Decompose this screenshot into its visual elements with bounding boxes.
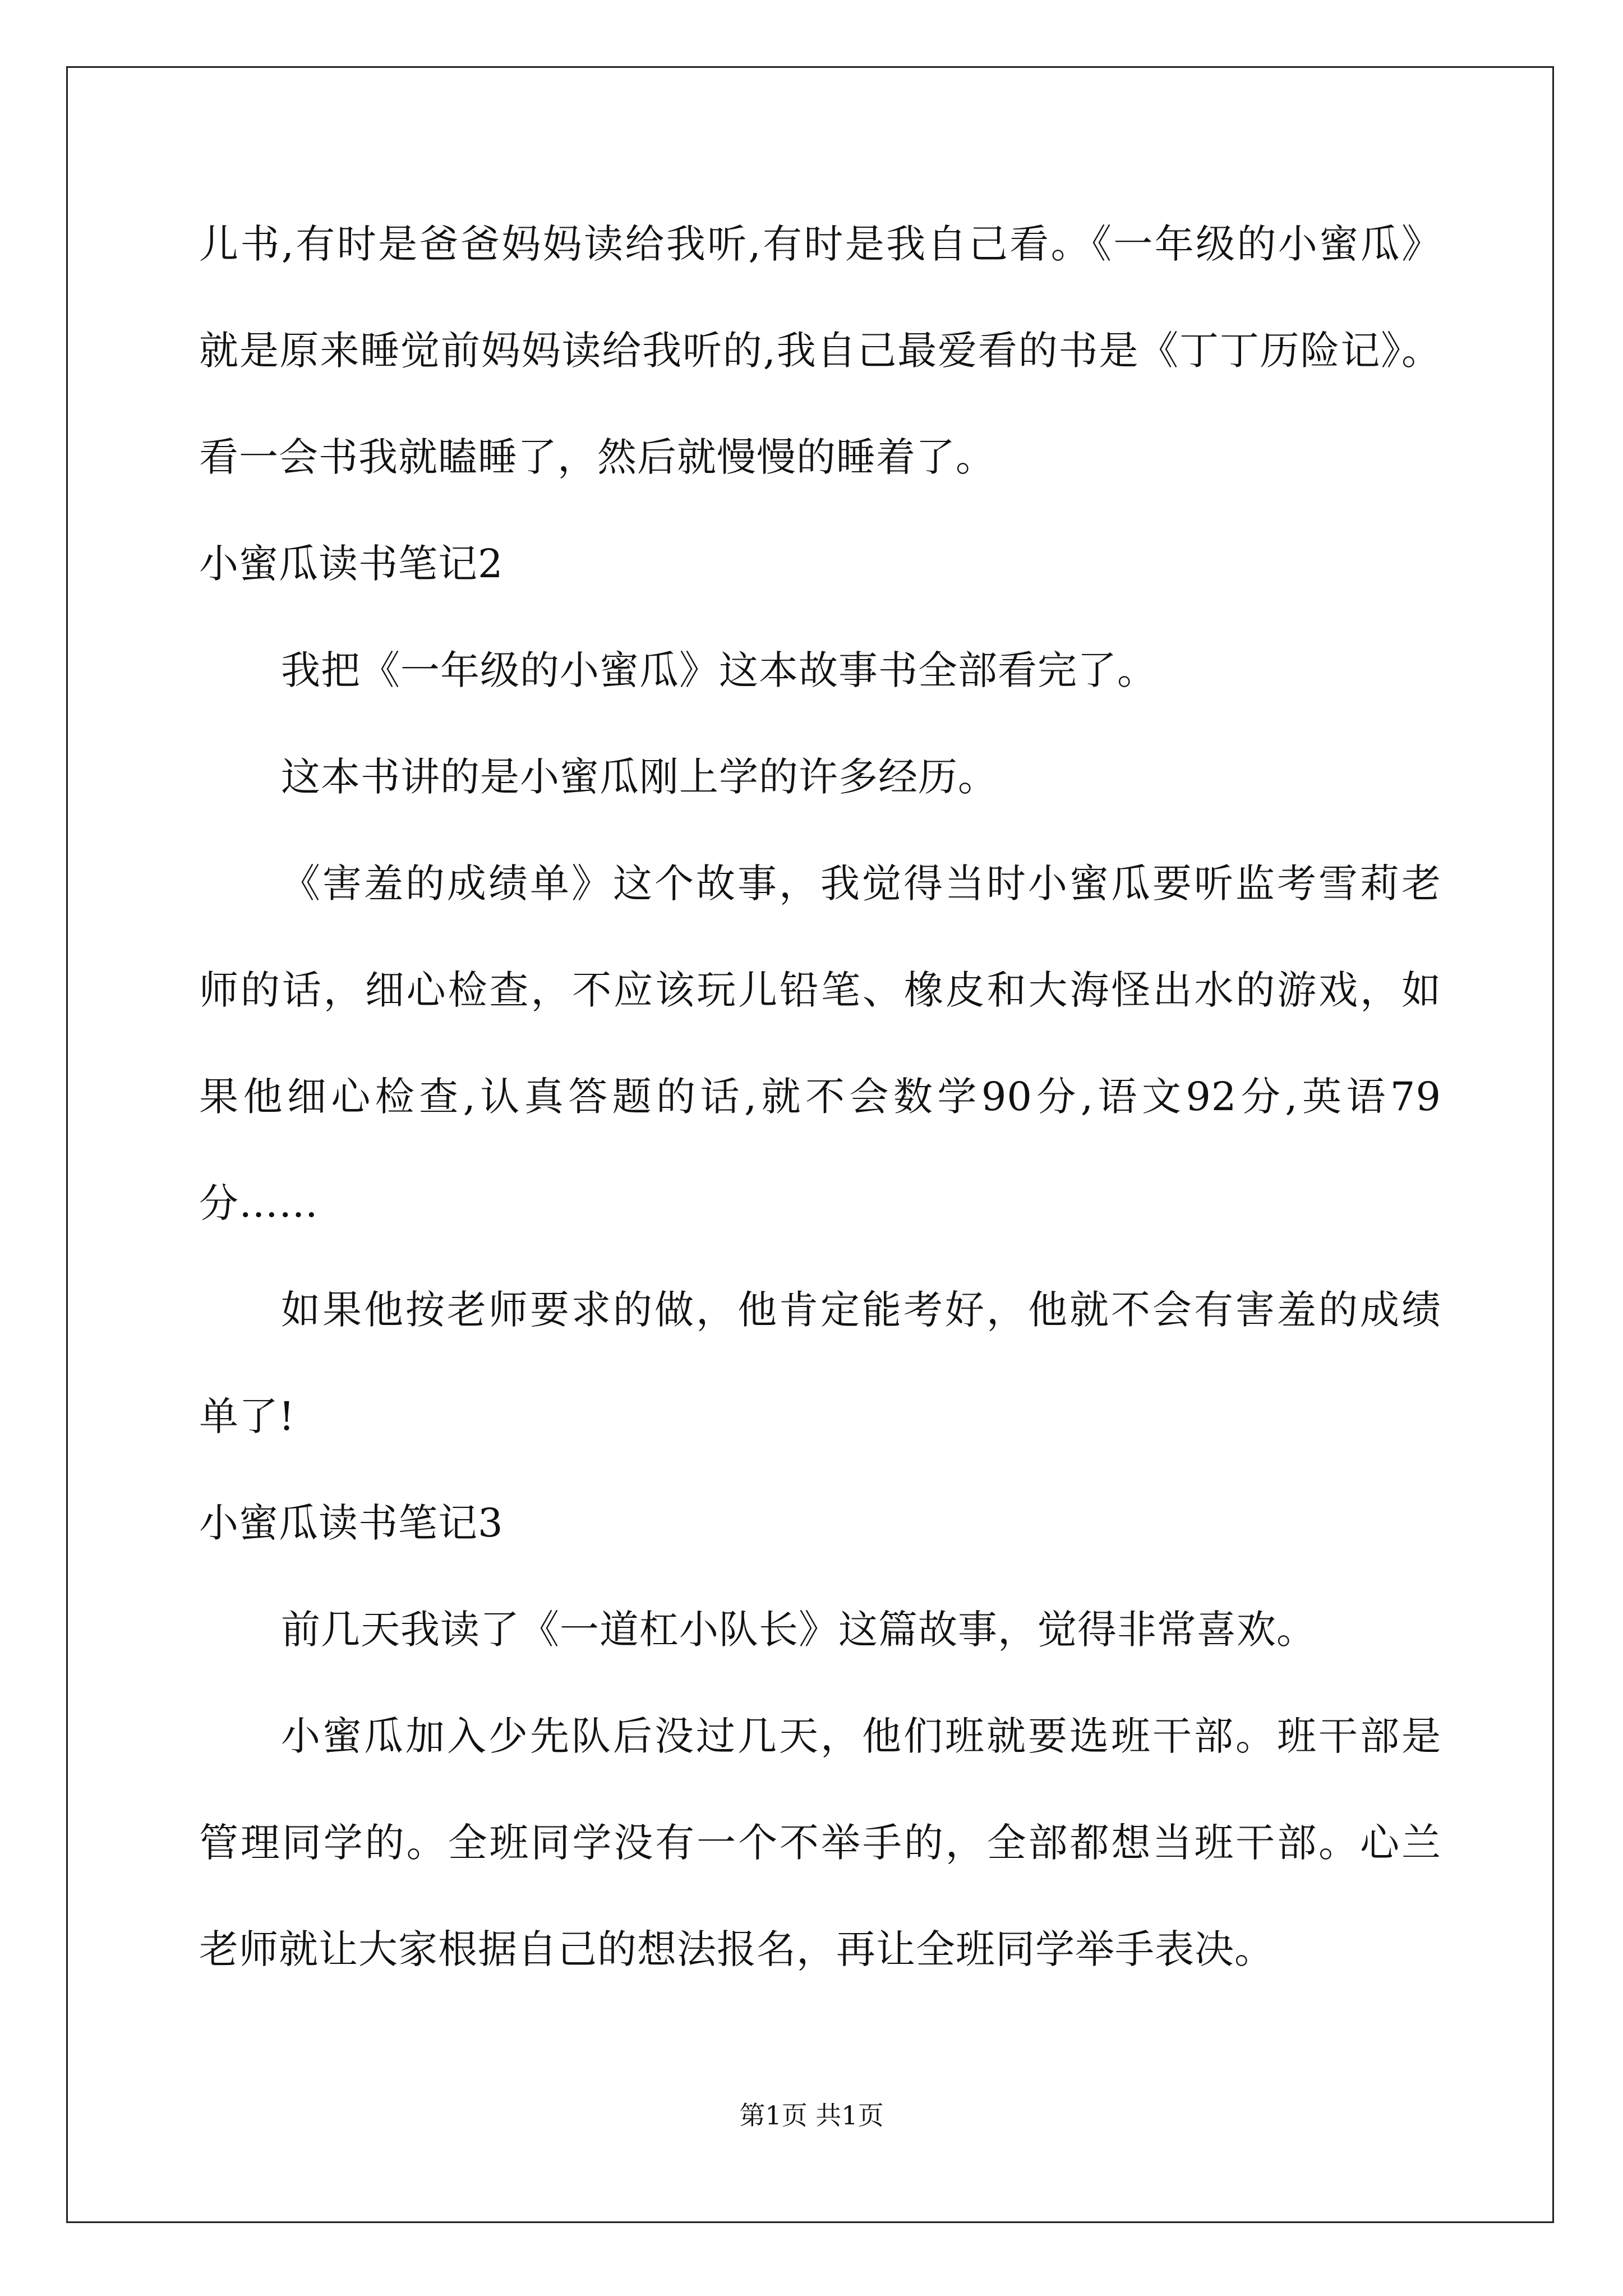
- paragraph-line: 如果他按老师要求的做，他肯定能考好，他就不会有害羞的成绩: [281, 1287, 1441, 1333]
- paragraph-line: 老师就让大家根据自己的想法报名，再让全班同学举手表决。: [199, 1926, 1274, 1972]
- paragraph-line: 看一会书我就瞌睡了，然后就慢慢的睡着了。: [199, 434, 995, 480]
- paragraph-line: 小蜜瓜加入少先队后没过几天，他们班就要选班干部。班干部是: [281, 1713, 1441, 1759]
- section-heading: 小蜜瓜读书笔记2: [199, 541, 504, 587]
- paragraph-line: 师的话，细心检查，不应该玩儿铅笔、橡皮和大海怪出水的游戏，如: [199, 967, 1441, 1013]
- paragraph-line: 管理同学的。全班同学没有一个不举手的，全部都想当班干部。心兰: [199, 1820, 1441, 1866]
- document-body: [199, 191, 1441, 2003]
- paragraph-line: 就是原来睡觉前妈妈读给我听的,我自己最爱看的书是《丁丁历险记》。: [199, 328, 1441, 374]
- paragraph-line: 这本书讲的是小蜜瓜刚上学的许多经历。: [281, 754, 998, 800]
- paragraph-line: 单了!: [199, 1393, 296, 1439]
- page-footer: 第1页 共1页: [739, 2100, 884, 2131]
- paragraph-line: 果他细心检查,认真答题的话,就不会数学90分,语文92分,英语79: [199, 1074, 1441, 1120]
- paragraph-line: 儿书,有时是爸爸妈妈读给我听,有时是我自己看。《一年级的小蜜瓜》: [199, 221, 1441, 267]
- paragraph-line: 前几天我读了《一道杠小队长》这篇故事，觉得非常喜欢。: [281, 1607, 1316, 1653]
- paragraph-line: 分……: [199, 1180, 319, 1226]
- section-heading: 小蜜瓜读书笔记3: [199, 1500, 504, 1546]
- paragraph-line: 《害羞的成绩单》这个故事，我觉得当时小蜜瓜要听监考雪莉老: [281, 861, 1441, 907]
- paragraph-line: 我把《一年级的小蜜瓜》这本故事书全部看完了。: [281, 647, 1157, 693]
